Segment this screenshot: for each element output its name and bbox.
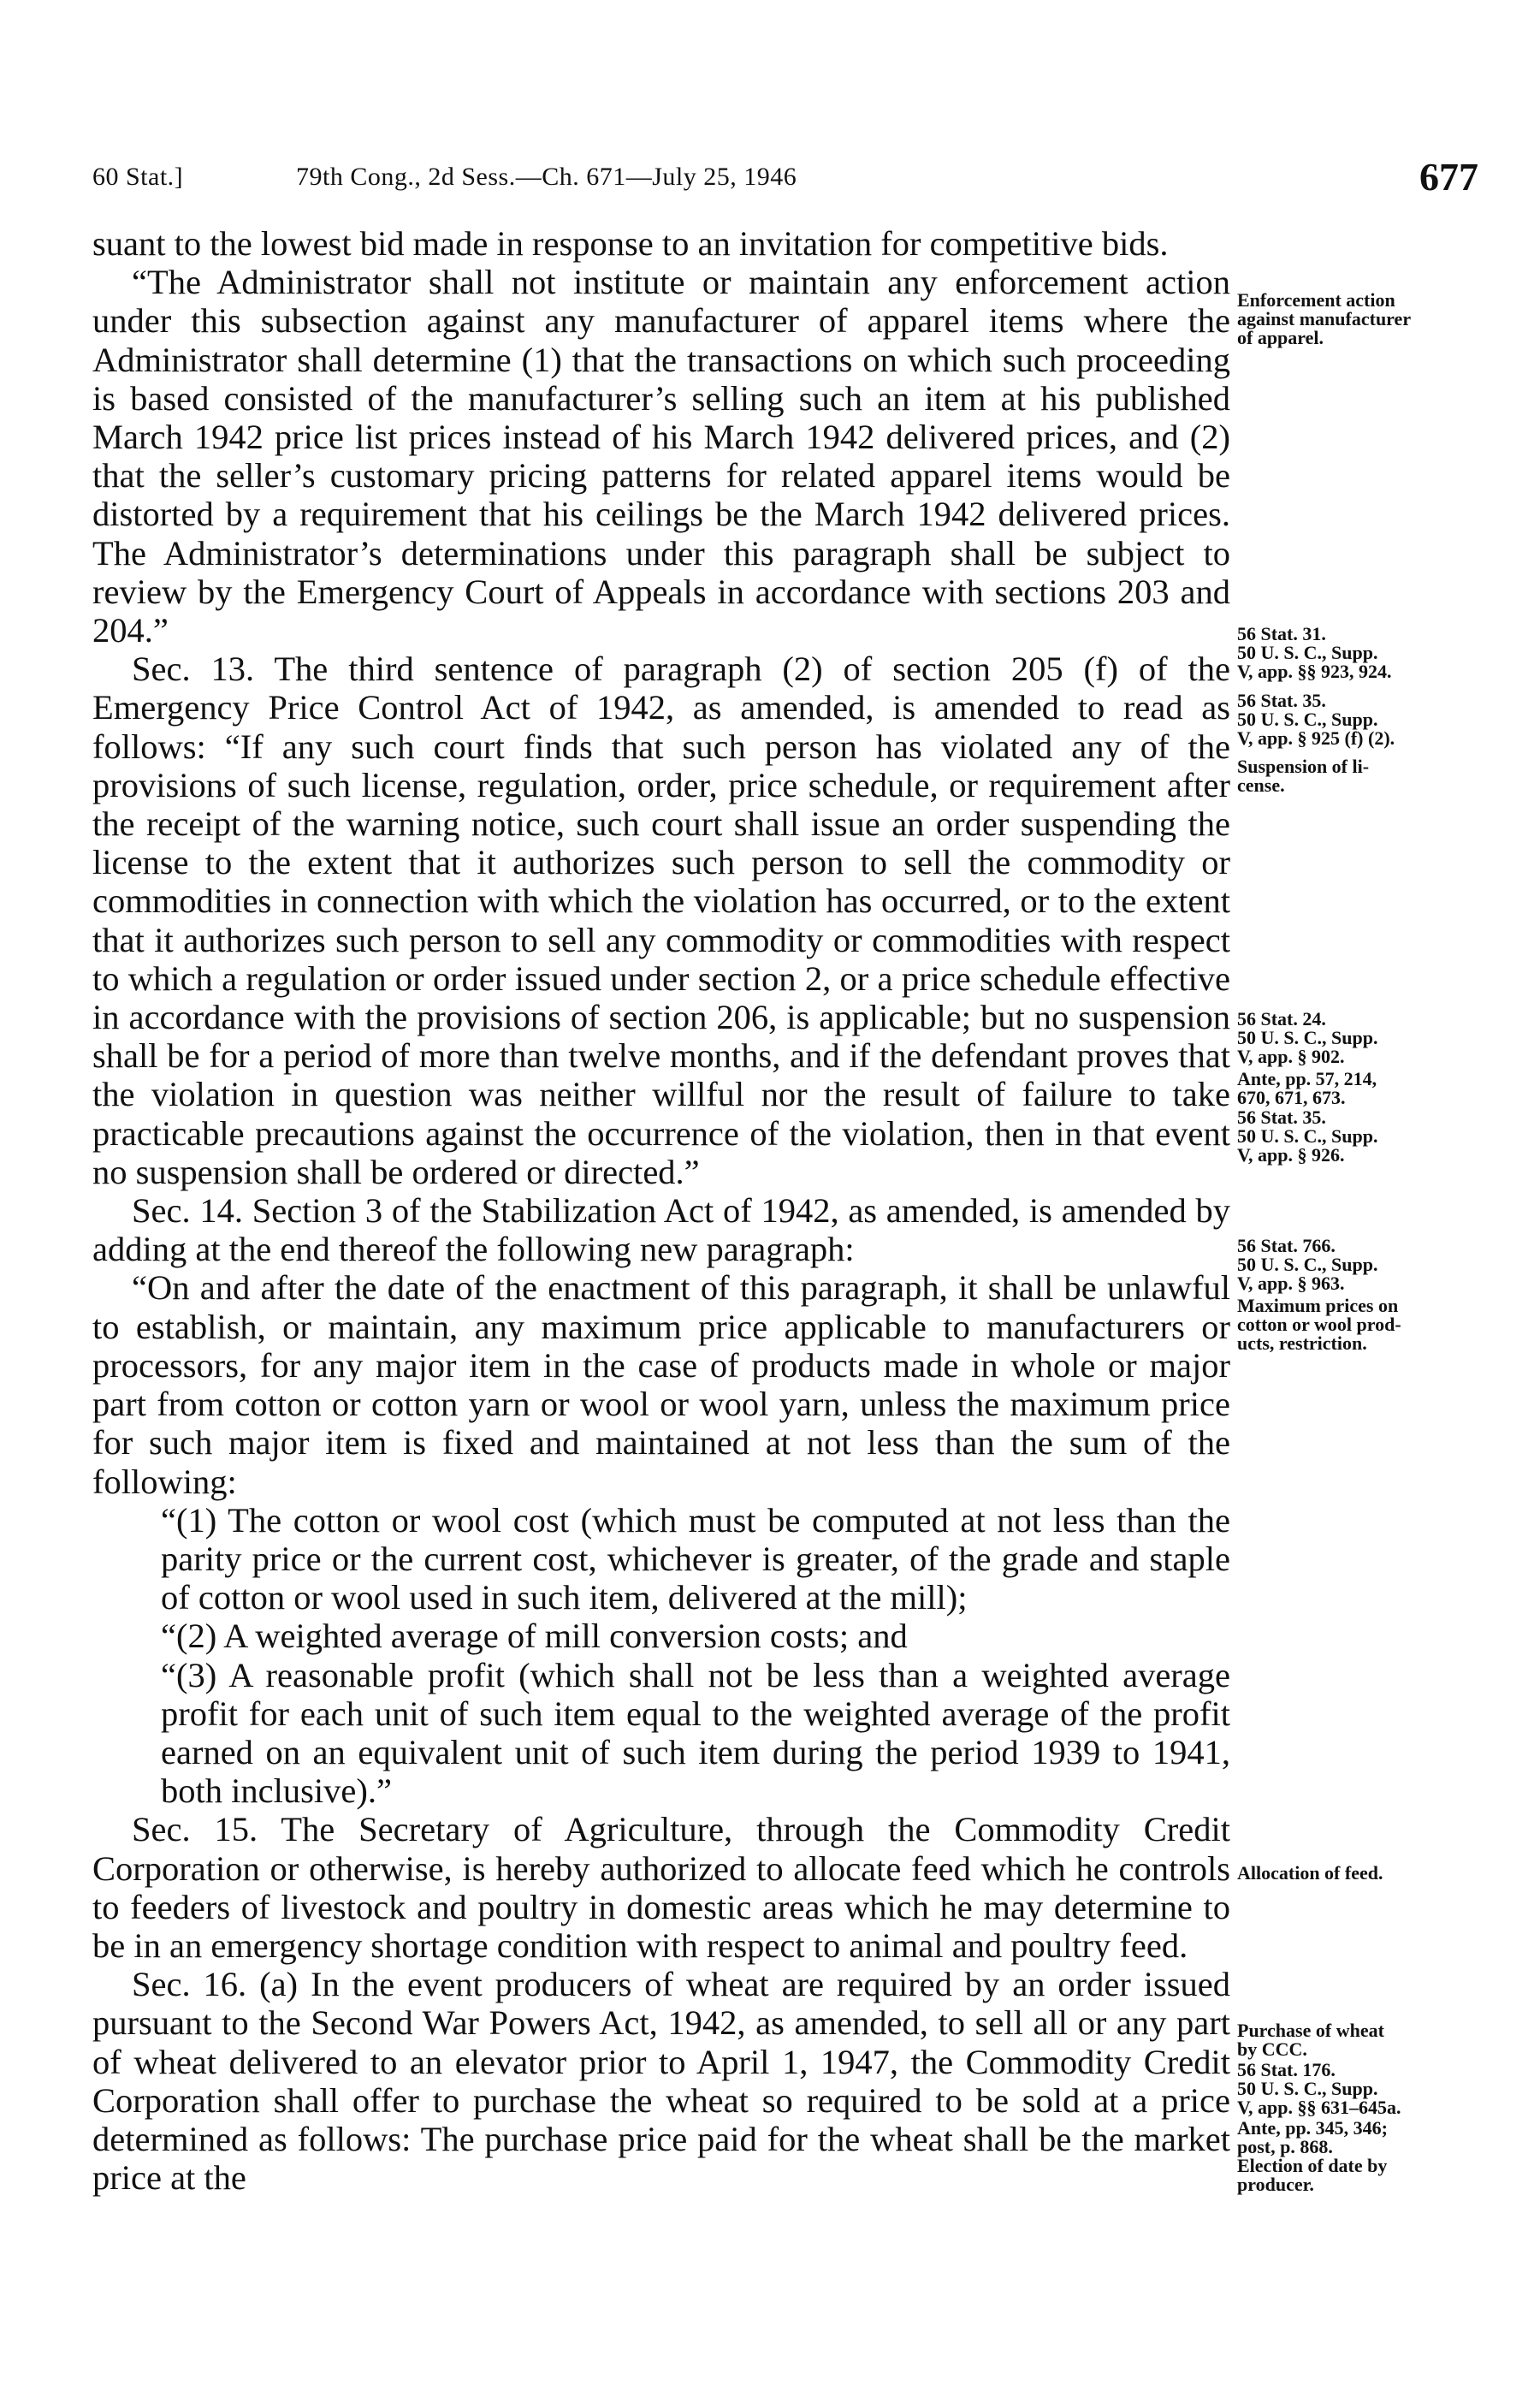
section-15: Sec. 15. The Secretary of Agriculture, through the Commodity Credit Corporation or otherwise, is hereby authorized to allocate feed which he controls to feeders of livestock and poultry in domestic areas which he may determine to be in an emergency shortage condition with respect to animal and poultry feed. bbox=[92, 1810, 1230, 1965]
session-chapter-date: 79th Cong., 2d Sess.—Ch. 671—July 25, 1946 bbox=[296, 163, 797, 191]
margin-note-citation: Ante, pp. 57, 214, 670, 671, 673. bbox=[1237, 1068, 1377, 1108]
page-number: 677 bbox=[1419, 155, 1478, 199]
margin-note-election: Election of date by producer. bbox=[1237, 2155, 1388, 2195]
section-13: Sec. 13. The third sentence of paragraph (2) of section 205 (f) of the Emergency Price Control Act of 1942, as amended, is amended to read as follows: “If any such court finds that such person has violated any of the provisions of such license, regulation, order, price schedule, or requirement after the receipt of the warning notice, such court shall issue an order suspending the license to the extent that it authorizes such person to sell the commodity or commodities in connection with which the violation has occurred, or to the extent that it authorizes such person to sell any commodity or commodities with respect to which a regulation or order issued under section 2, or a price schedule effective in accordance with the provisions of section 206, is applicable; but no suspension shall be for a period of more than twelve months, and if the defendant proves that the violation in question was neither willful nor the result of failure to take practicable precautions against the occurrence of the violation, then in that event no suspension shall be ordered or directed.” bbox=[92, 650, 1230, 1191]
list-item: “(1) The cotton or wool cost (which must be computed at not less than the parity price or the current cost, whichever is greater, of the grade and staple of cotton or wool used in such item, delivered at the mill); bbox=[161, 1500, 1230, 1617]
paragraph: “On and after the date of the enactment of this paragraph, it shall be unlawful to establish, or maintain, any maximum price applicable to manufacturers or processors, for any major item in the case of products made in whole or major part from cotton or cotton yarn or wool or wool yarn, unless the maximum price for such major item is fixed and maintained at not less than the sum of the following: bbox=[92, 1268, 1230, 1501]
margin-note-citation: 56 Stat. 35. 50 U. S. C., Supp. V, app. § 926. bbox=[1237, 1107, 1378, 1166]
margin-note-citation: 56 Stat. 31. 50 U. S. C., Supp. V, app. §§ 923, 924. bbox=[1237, 623, 1392, 682]
main-text bbox=[92, 224, 1230, 2197]
list-item: “(2) A weighted average of mill conversion costs; and bbox=[161, 1617, 908, 1656]
margin-note-purchase: Purchase of wheat by CCC. bbox=[1237, 2020, 1384, 2060]
margin-note-citation: 56 Stat. 24. 50 U. S. C., Supp. V, app. § 902. bbox=[1237, 1008, 1378, 1067]
statute-reference: 60 Stat.] bbox=[92, 163, 184, 191]
margin-note-citation: 56 Stat. 766. 50 U. S. C., Supp. V, app. § 963. bbox=[1237, 1235, 1378, 1294]
margin-note-maximum-prices: Maximum prices on cotton or wool prod- ucts, restriction. bbox=[1237, 1295, 1401, 1354]
list-item: “(3) A reasonable profit (which shall not be less than a weighted average profit for each unit of such item equal to the weighted average of the profit earned on an equivalent unit of such item during the period 1939 to 1941, both inclusive).” bbox=[161, 1655, 1230, 1811]
margin-note-enforcement: Enforcement action against manufacturer of apparel. bbox=[1237, 289, 1412, 348]
paragraph: “The Administrator shall not institute or maintain any enforcement action under this subsection against any manufacturer of apparel items where the Administrator shall determine (1) that the transactions on which such proceeding is based consisted of the manufacturer’s selling such an item at his published March 1942 price list prices instead of his March 1942 delivered prices, and (2) that the seller’s customary pricing patterns for related apparel items would be distorted by a requirement that his ceilings be the March 1942 delivered prices. The Administrator’s determinations under this paragraph shall be subject to review by the Emergency Court of Appeals in accordance with sections 203 and 204.” bbox=[92, 263, 1230, 650]
margin-note-allocation: Allocation of feed. bbox=[1237, 1862, 1383, 1884]
paragraph: suant to the lowest bid made in response to an invitation for competitive bids. bbox=[92, 224, 1169, 263]
margin-note-citation: Ante, pp. 345, 346; post, p. 868. bbox=[1237, 2117, 1389, 2157]
section-14: Sec. 14. Section 3 of the Stabilization Act of 1942, as amended, is amended by adding at the end thereof the following new paragraph: bbox=[92, 1191, 1230, 1269]
section-16: Sec. 16. (a) In the event producers of wheat are required by an order issued pursuant to the Second War Powers Act, 1942, as amended, to sell all or any part of wheat delivered to an elevator prior to April 1, 1947, the Commodity Credit Corporation shall offer to purchase the wheat so required to be sold at a price determined as follows: The purchase price paid for the wheat shall be the market price at the bbox=[92, 1965, 1230, 2198]
margin-note-suspension: Suspension of li- cense. bbox=[1237, 756, 1370, 796]
margin-note-citation: 56 Stat. 176. 50 U. S. C., Supp. V, app. §§ 631–645a. bbox=[1237, 2059, 1401, 2118]
margin-note-citation: 56 Stat. 35. 50 U. S. C., Supp. V, app. § 925 (f) (2). bbox=[1237, 690, 1395, 749]
page-header bbox=[92, 154, 1478, 205]
